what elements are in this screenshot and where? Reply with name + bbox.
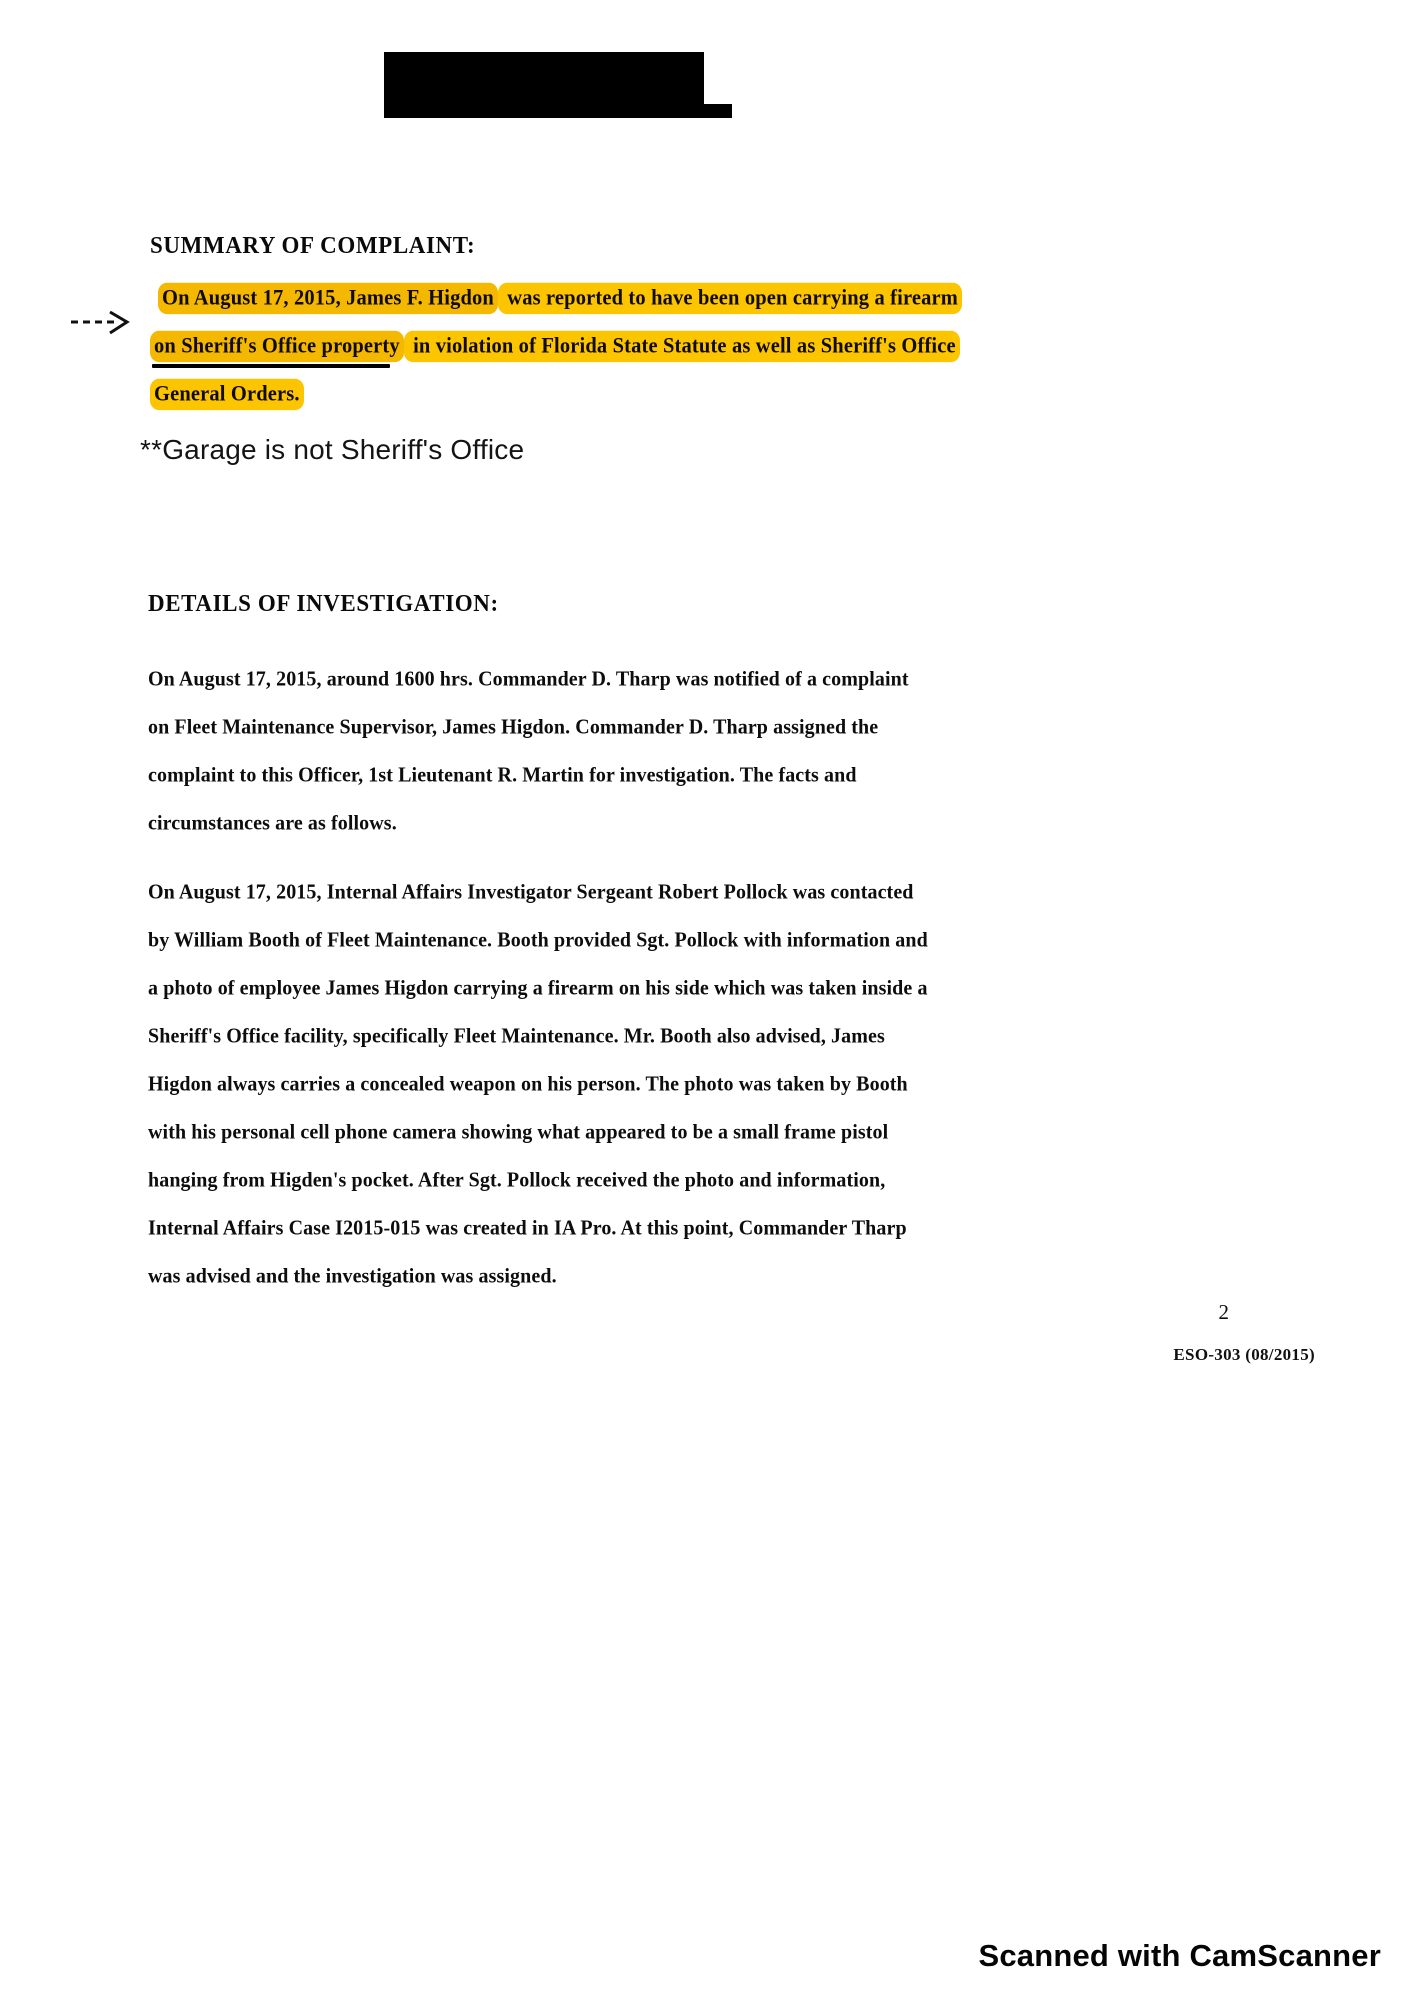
overlay-annotation-note: **Garage is not Sheriff's Office (140, 434, 525, 465)
body-line: On August 17, 2015, around 1600 hrs. Commander D. Tharp was notified of a complaint (148, 667, 909, 691)
summary-highlighted-line-3 (150, 382, 304, 407)
redaction-block-tail (384, 104, 732, 118)
details-paragraph-2 (148, 868, 938, 1300)
body-line: by William Booth of Fleet Maintenance. Booth provided Sgt. Pollock with information and (148, 928, 928, 952)
body-line: Internal Affairs Case I2015-015 was created in IA Pro. At this point, Commander Tharp (148, 1216, 907, 1240)
camscanner-watermark: Scanned with CamScanner (978, 1938, 1381, 1973)
body-line: Higdon always carries a concealed weapon on his person. The photo was taken by Booth (148, 1072, 908, 1096)
highlight-segment: in violation of Florida State Statute as well as Sheriff's Office (404, 331, 960, 362)
body-line: Sheriff's Office facility, specifically Fleet Maintenance. Mr. Booth also advised, James (148, 1024, 885, 1048)
body-line: on Fleet Maintenance Supervisor, James Higdon. Commander D. Tharp assigned the (148, 715, 879, 739)
form-code: ESO-303 (08/2015) (1173, 1345, 1315, 1364)
highlight-segment: was reported to have been open carrying a firearm (498, 283, 962, 314)
manual-underline-mark (152, 364, 390, 368)
body-line: complaint to this Officer, 1st Lieutenant R. Martin for investigation. The facts and (148, 763, 857, 787)
body-line: a photo of employee James Higdon carrying a firearm on his side which was taken inside a (148, 976, 928, 1000)
body-line: with his personal cell phone camera showing what appeared to be a small frame pistol (148, 1120, 889, 1144)
body-line: circumstances are as follows. (148, 811, 397, 835)
body-line: On August 17, 2015, Internal Affairs Investigator Sergeant Robert Pollock was contacted (148, 880, 914, 904)
highlight-segment-underlined: on Sheriff's Office property (150, 331, 404, 362)
summary-highlighted-line-1 (158, 286, 962, 311)
dashed-arrow-icon (70, 307, 132, 337)
highlight-segment: General Orders. (150, 379, 304, 410)
body-line: hanging from Higden's pocket. After Sgt. Pollock received the photo and information, (148, 1168, 886, 1192)
summary-highlighted-line-2 (150, 334, 960, 359)
details-paragraph-1 (148, 655, 938, 847)
redaction-block (384, 52, 704, 108)
highlight-segment: On August 17, 2015, James F. Higdon (158, 283, 498, 314)
page-number: 2 (1218, 1300, 1229, 1324)
summary-of-complaint-heading: SUMMARY OF COMPLAINT: (150, 232, 476, 259)
body-line: was advised and the investigation was assigned. (148, 1264, 557, 1288)
details-of-investigation-heading: DETAILS OF INVESTIGATION: (148, 590, 499, 617)
